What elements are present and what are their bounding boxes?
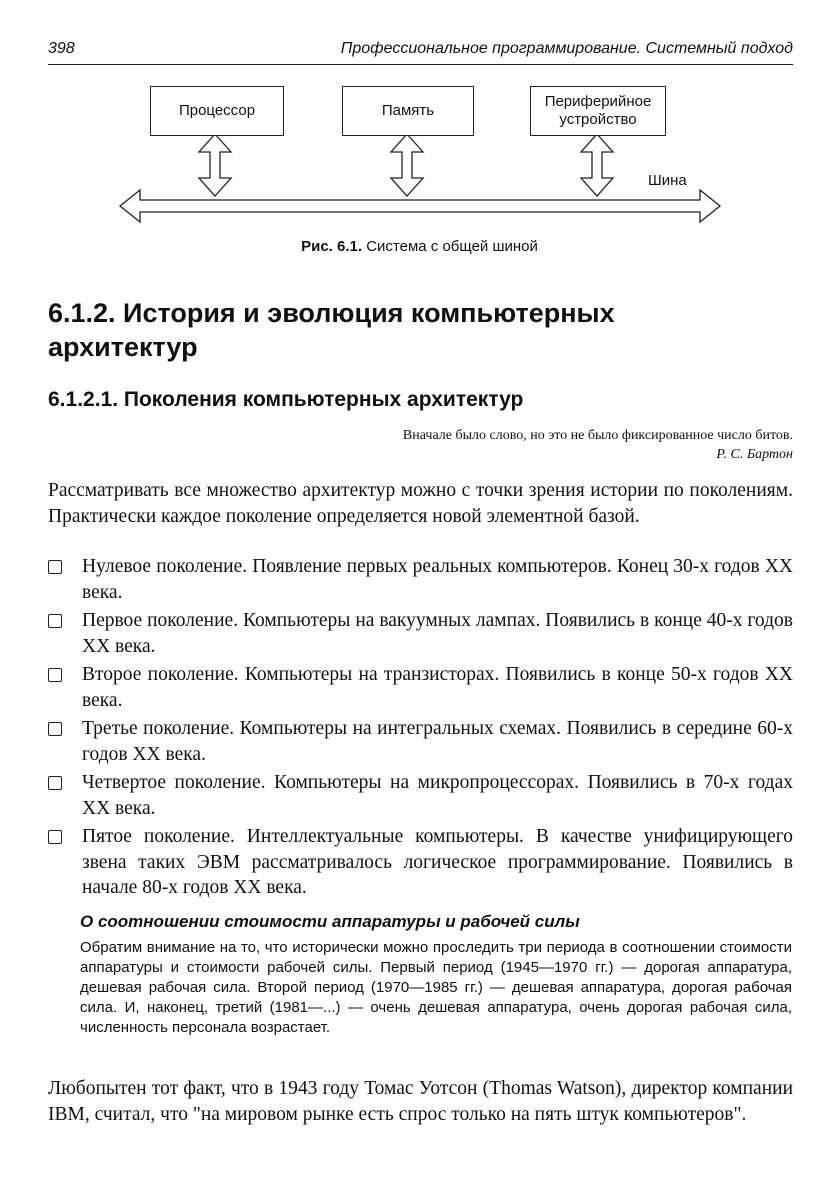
bus-label: Шина bbox=[648, 172, 687, 189]
list-item bbox=[48, 554, 793, 605]
list-item-text: Третье поколение. Компьютеры на интегральных схемах. Появились в середине 60-х годов XX века. bbox=[82, 718, 793, 765]
caption-label: Рис. 6.1. bbox=[301, 238, 363, 255]
figure-caption bbox=[0, 238, 839, 255]
generations-list bbox=[48, 554, 793, 904]
connector-processor bbox=[199, 134, 231, 196]
epigraph bbox=[403, 426, 793, 464]
checkbox-bullet-icon bbox=[48, 830, 62, 844]
checkbox-bullet-icon bbox=[48, 614, 62, 628]
list-item-text: Пятое поколение. Интеллектуальные компьютеры. В качестве унифицирующего звена таких ЭВМ рассматривалось логическое программирование. Появились в начале 80-х годов XX века. bbox=[82, 826, 793, 898]
connector-memory bbox=[391, 134, 423, 196]
running-title: Профессиональное программирование. Системный подход bbox=[340, 40, 793, 57]
page-number: 398 bbox=[48, 40, 75, 57]
checkbox-bullet-icon bbox=[48, 776, 62, 790]
bus-arrow bbox=[120, 190, 720, 222]
connector-peripheral bbox=[581, 134, 613, 196]
list-item bbox=[48, 770, 793, 821]
list-item bbox=[48, 608, 793, 659]
checkbox-bullet-icon bbox=[48, 668, 62, 682]
list-item-text: Нулевое поколение. Появление первых реальных компьютеров. Конец 30-х годов XX века. bbox=[82, 556, 793, 603]
caption-text: Система с общей шиной bbox=[366, 238, 538, 255]
intro-paragraph: Рассматривать все множество архитектур можно с точки зрения истории по поколениям. Практически каждое поколение определяется новой элементной базой. bbox=[48, 480, 793, 527]
epigraph-quote: Вначале было слово, но это не было фиксированное число битов. bbox=[402, 428, 793, 443]
processor-label: Процессор bbox=[178, 102, 256, 119]
list-item-text: Четвертое поколение. Компьютеры на микропроцессорах. Появились в 70-х годах XX века. bbox=[82, 772, 793, 819]
sidebar-text: Обратим внимание на то, что исторически можно проследить три периода в соотношении стоимости аппаратуры и стоимости рабочей силы. Первый период (1945—1970 гг.) — дорогая аппаратура, дешевая рабочая сила. Второй период (1970—1985 гг.) — дешевая аппаратура, дорогая рабочая сила. И, наконец, третий (1981—...) — очень дешевая аппаратура, очень дорогая рабочая сила, численность персонала возрастает. bbox=[80, 939, 792, 1036]
memory-label: Память bbox=[381, 102, 435, 119]
list-item bbox=[48, 662, 793, 713]
peripheral-label: Периферийное устройство bbox=[544, 93, 652, 128]
memory-box bbox=[342, 86, 474, 136]
closing-paragraph: Любопытен тот факт, что в 1943 году Томас Уотсон (Thomas Watson), директор компании IBM, считал, что "на мировом рынке есть спрос только на пять штук компьютеров". bbox=[48, 1078, 793, 1125]
peripheral-box bbox=[530, 86, 666, 136]
processor-box bbox=[150, 86, 284, 136]
list-item bbox=[48, 716, 793, 767]
list-item-text: Второе поколение. Компьютеры на транзисторах. Появились в конце 50-х годов XX века. bbox=[82, 664, 793, 711]
page-header bbox=[48, 40, 793, 65]
checkbox-bullet-icon bbox=[48, 560, 62, 574]
subsection-title: 6.1.2.1. Поколения компьютерных архитектур bbox=[48, 388, 524, 411]
section-title: 6.1.2. История и эволюция компьютерных архитектур bbox=[48, 298, 615, 362]
epigraph-author: Р. С. Бартон bbox=[716, 447, 793, 462]
list-item-text: Первое поколение. Компьютеры на вакуумных лампах. Появились в конце 40-х годов XX века. bbox=[82, 610, 793, 657]
list-item bbox=[48, 824, 793, 901]
bus-diagram bbox=[110, 80, 730, 230]
sidebar-title: О соотношении стоимости аппаратуры и рабочей силы bbox=[80, 912, 580, 931]
checkbox-bullet-icon bbox=[48, 722, 62, 736]
